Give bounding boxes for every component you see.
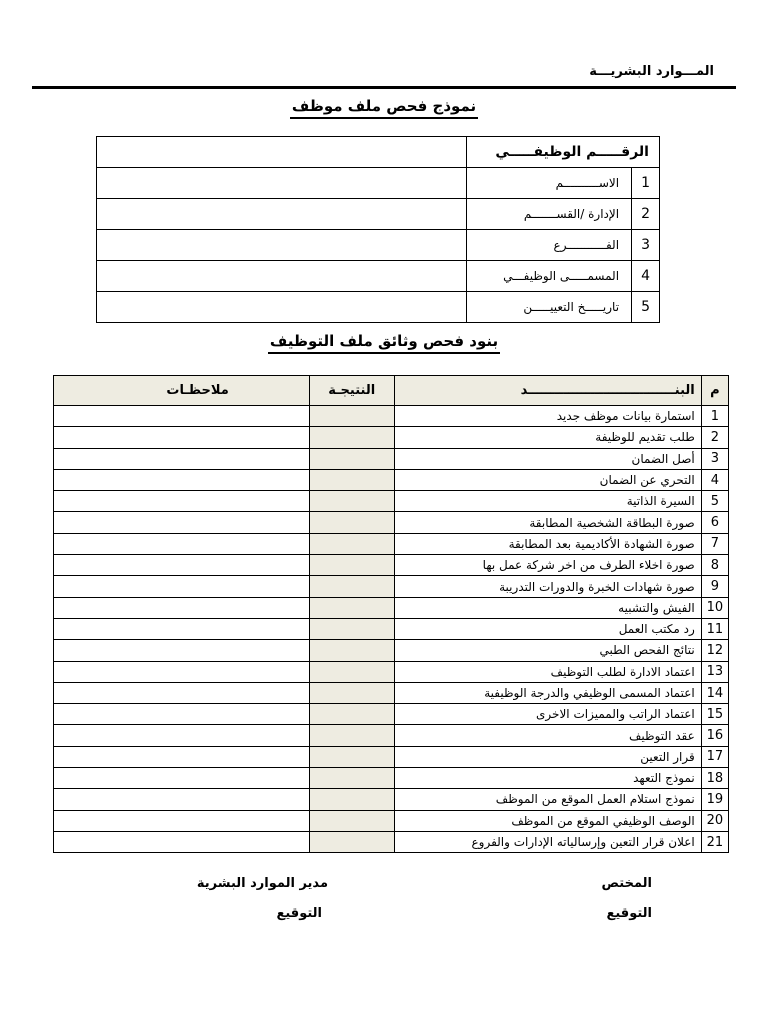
employee-row-number: 4 — [632, 261, 660, 292]
checklist-notes-cell[interactable] — [54, 406, 310, 427]
checklist-row — [54, 704, 729, 725]
employee-field-value[interactable] — [97, 168, 467, 199]
employee-field-value[interactable] — [97, 230, 467, 261]
checklist-row-number: 20 — [701, 810, 728, 831]
checklist-item-label: اعتماد الراتب والمميزات الاخرى — [394, 704, 701, 725]
form-title: نموذج فحص ملف موظف — [290, 97, 478, 119]
employee-info-row — [97, 261, 660, 292]
documents-checklist-table — [53, 375, 729, 853]
employee-info-table — [96, 136, 660, 323]
checklist-row-number: 18 — [701, 768, 728, 789]
checklist-row — [54, 512, 729, 533]
checklist-row-number: 2 — [701, 427, 728, 448]
checklist-item-label: صورة شهادات الخبرة والدورات التدريبة — [394, 576, 701, 597]
col-header-num: م — [701, 376, 728, 406]
checklist-row-number: 10 — [701, 597, 728, 618]
checklist-result-cell[interactable] — [309, 448, 394, 469]
checklist-row-number: 7 — [701, 533, 728, 554]
checklist-item-label: نموذج التعهد — [394, 768, 701, 789]
checklist-row-number: 11 — [701, 618, 728, 639]
checklist-row-number: 8 — [701, 555, 728, 576]
checklist-row — [54, 448, 729, 469]
checklist-notes-cell[interactable] — [54, 789, 310, 810]
checklist-result-cell[interactable] — [309, 682, 394, 703]
checklist-row-number: 5 — [701, 491, 728, 512]
checklist-row — [54, 576, 729, 597]
checklist-item-label: التحري عن الضمان — [394, 469, 701, 490]
checklist-notes-cell[interactable] — [54, 555, 310, 576]
checklist-result-cell[interactable] — [309, 512, 394, 533]
checklist-result-cell[interactable] — [309, 533, 394, 554]
form-title-wrap — [0, 97, 768, 115]
checklist-notes-cell[interactable] — [54, 576, 310, 597]
checklist-item-label: رد مكتب العمل — [394, 618, 701, 639]
employee-row-number: 1 — [632, 168, 660, 199]
checklist-item-label: اعلان قرار التعين وإرسالياته الإدارات والفروع — [394, 831, 701, 852]
employee-row-number: 5 — [632, 292, 660, 323]
checklist-notes-cell[interactable] — [54, 469, 310, 490]
checklist-row — [54, 491, 729, 512]
checklist-row — [54, 427, 729, 448]
checklist-notes-cell[interactable] — [54, 768, 310, 789]
checklist-item-label: الوصف الوظيفي الموقع من الموظف — [394, 810, 701, 831]
checklist-item-label: اعتماد المسمى الوظيفي والدرجة الوظيفية — [394, 682, 701, 703]
checklist-row-number: 16 — [701, 725, 728, 746]
employee-field-label: الإدارة /القســـــــم — [467, 199, 632, 230]
checklist-result-cell[interactable] — [309, 768, 394, 789]
header-divider — [32, 86, 736, 89]
checklist-row — [54, 725, 729, 746]
checklist-notes-cell[interactable] — [54, 427, 310, 448]
checklist-row-number: 3 — [701, 448, 728, 469]
checklist-notes-cell[interactable] — [54, 661, 310, 682]
employee-field-label: الاســــــــــم — [467, 168, 632, 199]
checklist-row-number: 6 — [701, 512, 728, 533]
checklist-row-number: 12 — [701, 640, 728, 661]
checklist-result-cell[interactable] — [309, 576, 394, 597]
employee-number-field[interactable] — [97, 137, 467, 168]
checklist-result-cell[interactable] — [309, 427, 394, 448]
employee-field-value[interactable] — [97, 199, 467, 230]
employee-field-value[interactable] — [97, 292, 467, 323]
checklist-row — [54, 789, 729, 810]
checklist-item-label: اعتماد الادارة لطلب التوظيف — [394, 661, 701, 682]
checklist-item-label: الفيش والتشبيه — [394, 597, 701, 618]
employee-number-label: الرقـــــم الوظيفـــــي — [467, 137, 660, 168]
checklist-notes-cell[interactable] — [54, 682, 310, 703]
checklist-row — [54, 682, 729, 703]
checklist-item-label: استمارة بيانات موظف جديد — [394, 406, 701, 427]
checklist-row-number: 14 — [701, 682, 728, 703]
checklist-item-label: طلب تقديم للوظيفة — [394, 427, 701, 448]
employee-info-row — [97, 199, 660, 230]
checklist-notes-cell[interactable] — [54, 533, 310, 554]
checklist-notes-cell[interactable] — [54, 491, 310, 512]
checklist-row — [54, 831, 729, 852]
checklist-notes-cell[interactable] — [54, 831, 310, 852]
checklist-row — [54, 661, 729, 682]
checklist-item-label: صورة الشهادة الأكاديمية بعد المطابقة — [394, 533, 701, 554]
checklist-row-number: 1 — [701, 406, 728, 427]
checklist-row — [54, 618, 729, 639]
checklist-notes-cell[interactable] — [54, 725, 310, 746]
employee-row-number: 3 — [632, 230, 660, 261]
checklist-result-cell[interactable] — [309, 789, 394, 810]
checklist-result-cell[interactable] — [309, 618, 394, 639]
checklist-row — [54, 746, 729, 767]
checklist-result-cell[interactable] — [309, 661, 394, 682]
checklist-item-label: السيرة الذاتية — [394, 491, 701, 512]
checklist-notes-cell[interactable] — [54, 512, 310, 533]
checklist-result-cell[interactable] — [309, 810, 394, 831]
specialist-label: المختص — [601, 876, 652, 891]
department-header: المـــوارد البشريـــة — [589, 64, 714, 79]
checklist-result-cell[interactable] — [309, 746, 394, 767]
checklist-row-number: 4 — [701, 469, 728, 490]
hr-manager-label: مدير الموارد البشرية — [196, 876, 328, 891]
checklist-notes-cell[interactable] — [54, 746, 310, 767]
items-title: بنود فحص وثائق ملف التوظيف — [268, 332, 500, 354]
checklist-result-cell[interactable] — [309, 831, 394, 852]
checklist-result-cell[interactable] — [309, 704, 394, 725]
checklist-item-label: صورة اخلاء الطرف من اخر شركة عمل بها — [394, 555, 701, 576]
checklist-item-label: أصل الضمان — [394, 448, 701, 469]
col-header-item: البنـــــــــــــــــــــــــــــــــد — [394, 376, 701, 406]
checklist-item-label: قرار التعين — [394, 746, 701, 767]
checklist-item-label: عقد التوظيف — [394, 725, 701, 746]
col-header-notes: ملاحظـات — [54, 376, 310, 406]
checklist-notes-cell[interactable] — [54, 704, 310, 725]
checklist-row — [54, 768, 729, 789]
checklist-row — [54, 640, 729, 661]
employee-info-row — [97, 292, 660, 323]
employee-info-row — [97, 168, 660, 199]
checklist-notes-cell[interactable] — [54, 640, 310, 661]
checklist-row — [54, 533, 729, 554]
checklist-header-row — [54, 376, 729, 406]
employee-field-label: المسمـــــى الوظيفـــي — [467, 261, 632, 292]
col-header-result: النتيجـة — [309, 376, 394, 406]
checklist-item-label: صورة البطاقة الشخصية المطابقة — [394, 512, 701, 533]
checklist-result-cell[interactable] — [309, 640, 394, 661]
checklist-result-cell[interactable] — [309, 555, 394, 576]
employee-header-row — [97, 137, 660, 168]
checklist-item-label: نموذج استلام العمل الموقع من الموظف — [394, 789, 701, 810]
checklist-row — [54, 810, 729, 831]
checklist-row — [54, 406, 729, 427]
items-title-wrap — [0, 332, 768, 350]
checklist-row — [54, 597, 729, 618]
employee-field-value[interactable] — [97, 261, 467, 292]
employee-field-label: تاريـــــخ التعييـــــن — [467, 292, 632, 323]
checklist-row — [54, 469, 729, 490]
employee-field-label: الفـــــــــــرع — [467, 230, 632, 261]
employee-row-number: 2 — [632, 199, 660, 230]
employee-info-row — [97, 230, 660, 261]
checklist-row-number: 17 — [701, 746, 728, 767]
checklist-result-cell[interactable] — [309, 406, 394, 427]
checklist-notes-cell[interactable] — [54, 618, 310, 639]
checklist-row-number: 21 — [701, 831, 728, 852]
checklist-result-cell[interactable] — [309, 597, 394, 618]
checklist-row — [54, 555, 729, 576]
checklist-notes-cell[interactable] — [54, 810, 310, 831]
checklist-row-number: 9 — [701, 576, 728, 597]
checklist-result-cell[interactable] — [309, 469, 394, 490]
hr-manager-signature-label: التوقيع — [276, 906, 322, 921]
checklist-item-label: نتائج الفحص الطبي — [394, 640, 701, 661]
checklist-row-number: 13 — [701, 661, 728, 682]
specialist-signature-label: التوقيع — [606, 906, 652, 921]
checklist-notes-cell[interactable] — [54, 597, 310, 618]
checklist-row-number: 19 — [701, 789, 728, 810]
checklist-result-cell[interactable] — [309, 725, 394, 746]
checklist-result-cell[interactable] — [309, 491, 394, 512]
checklist-row-number: 15 — [701, 704, 728, 725]
checklist-notes-cell[interactable] — [54, 448, 310, 469]
